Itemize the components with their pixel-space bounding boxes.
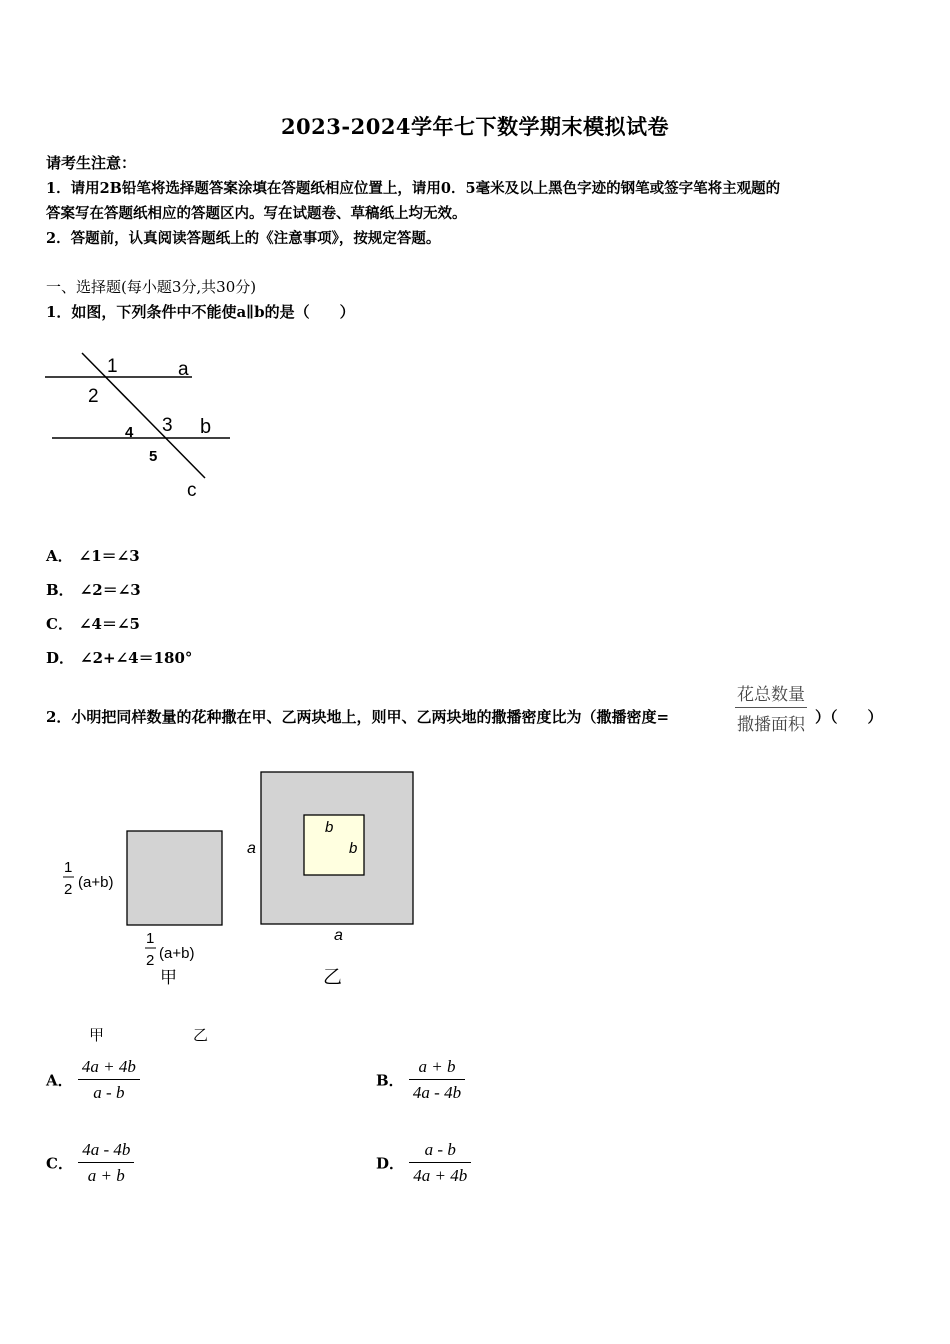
- side-expr-left: (a+b): [78, 874, 114, 891]
- option-numerator: a + b: [409, 1057, 465, 1080]
- option-letter: C．: [46, 1154, 73, 1173]
- option-fraction: [409, 1057, 465, 1103]
- label-b-top: b: [325, 819, 334, 836]
- q2-option-d: [376, 1140, 471, 1186]
- q2-stem-end: ）（ ）: [815, 708, 883, 726]
- label-angle-5: 5: [149, 448, 158, 465]
- option-letter: A．: [46, 1071, 73, 1090]
- option-denominator: 4a + 4b: [413, 1166, 468, 1185]
- q2-option-b: [376, 1057, 465, 1103]
- option-numerator: a - b: [409, 1140, 471, 1163]
- option-denominator: 4a - 4b: [412, 1083, 462, 1102]
- option-letter: B．: [376, 1071, 404, 1090]
- option-fraction: [409, 1140, 471, 1186]
- q1-stem: 1．如图，下列条件中不能使a∥b的是（ ）: [46, 303, 355, 321]
- density-denominator: 撒播面积: [737, 715, 805, 735]
- notice-line-3: 2．答题前，认真阅读答题纸上的《注意事项》，按规定答题。: [46, 230, 441, 247]
- density-numerator: 花总数量: [735, 680, 807, 708]
- notice-heading: 请考生注意：: [46, 154, 137, 172]
- label-a-side: a: [247, 840, 256, 857]
- option-denominator: a + b: [87, 1166, 125, 1185]
- side-expr-bottom: (a+b): [159, 945, 195, 962]
- label-angle-4: 4: [125, 424, 134, 441]
- label-a-bottom: a: [334, 927, 343, 944]
- option-denominator: a - b: [93, 1083, 125, 1102]
- option-text: ∠4＝∠5: [78, 615, 140, 633]
- notice-line-2: 答案写在答题纸相应的答题区内。写在试题卷、草稿纸上均无效。: [46, 205, 467, 222]
- half-numerator-left: 1: [64, 859, 73, 876]
- section-heading: 一、选择题(每小题3分,共30分): [46, 278, 257, 296]
- label-angle-2: 2: [88, 386, 99, 407]
- label-line-b: b: [200, 416, 212, 438]
- q2-land-figure: [55, 765, 425, 995]
- q2-option-a: [46, 1057, 140, 1103]
- option-fraction: [78, 1140, 134, 1186]
- q2-option-c: [46, 1140, 134, 1186]
- half-numerator-bottom: 1: [146, 930, 155, 947]
- label-angle-3: 3: [162, 415, 173, 436]
- q1-option-d: [46, 647, 192, 668]
- square-jia: [127, 831, 222, 925]
- option-text: ∠2＝∠3: [79, 581, 141, 599]
- page-title: 2023-2024学年七下数学期末模拟试卷: [280, 114, 670, 139]
- q1-parallel-lines-figure: [40, 345, 230, 505]
- option-numerator: 4a + 4b: [78, 1057, 140, 1080]
- q1-option-b: [46, 579, 141, 600]
- half-denominator-left: 2: [64, 881, 73, 898]
- option-letter: A．: [46, 547, 73, 565]
- q1-option-c: [46, 613, 140, 634]
- q2-stem: 2．小明把同样数量的花种撒在甲、乙两块地上，则甲、乙两块地的撒播密度比为（撒播密度=: [46, 708, 670, 726]
- option-letter: C．: [46, 615, 73, 633]
- label-b-right: b: [349, 840, 358, 857]
- option-text: ∠2+∠4＝180°: [80, 649, 193, 667]
- option-text: ∠1＝∠3: [78, 547, 140, 565]
- caption-jia: 甲: [89, 1026, 105, 1044]
- option-letter: B．: [46, 581, 74, 599]
- label-line-a: a: [178, 359, 189, 380]
- caption-yi: 乙: [193, 1026, 209, 1044]
- half-denominator-bottom: 2: [146, 952, 155, 969]
- label-line-c: c: [187, 480, 197, 501]
- option-fraction: [78, 1057, 140, 1103]
- q1-option-a: [46, 545, 140, 566]
- label-angle-1: 1: [107, 356, 118, 377]
- density-fraction: [735, 680, 807, 735]
- option-numerator: 4a - 4b: [78, 1140, 134, 1163]
- option-letter: D．: [46, 649, 75, 667]
- label-jia: 甲: [160, 968, 177, 987]
- notice-line-1: 1．请用2B铅笔将选择题答案涂填在答题纸相应位置上，请用0．5毫米及以上黑色字迹的钢笔或签字笔将主观题的: [46, 180, 781, 197]
- label-yi: 乙: [323, 967, 343, 988]
- option-letter: D．: [376, 1154, 405, 1173]
